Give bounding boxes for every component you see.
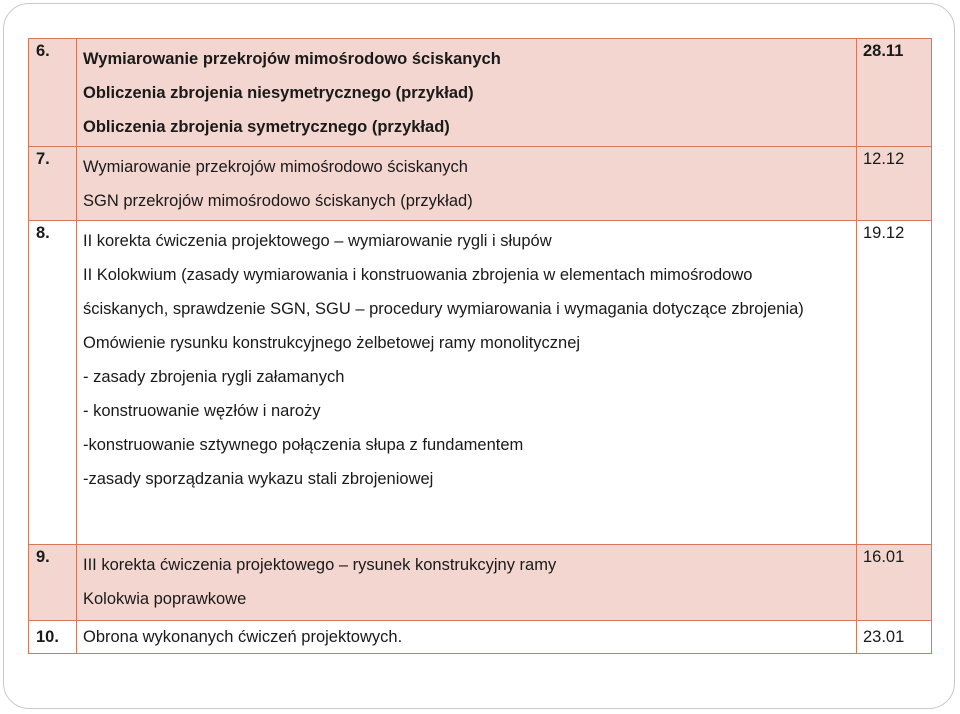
row-number [29,621,77,654]
row-date: 28.11 [857,39,932,147]
row-line: II Kolokwium (zasady wymiarowania i konstruowania zbrojenia w elementach mimośrodowo [83,266,753,284]
row-line: III korekta ćwiczenia projektowego – rysunek konstrukcyjny ramy [83,556,557,574]
row-description [77,39,857,147]
row-line: -konstruowanie sztywnego połączenia słupa z fundamentem [83,436,524,454]
row-line: Wymiarowanie przekrojów mimośrodowo ściskanych [83,50,501,68]
row-number-text: 10. [36,628,59,646]
row-description [77,621,857,654]
row-number: 6. [29,39,77,147]
row-line: Obliczenia zbrojenia niesymetrycznego (przykład) [83,84,474,102]
row-line: Wymiarowanie przekrojów mimośrodowo ściskanych [83,158,468,176]
row-line: Kolokwia poprawkowe [83,590,247,608]
row-date-text: 23.01 [863,628,905,646]
row-date: 12.12 [857,147,932,221]
row-description [77,545,857,621]
table-row [29,221,932,545]
row-line: - zasady zbrojenia rygli załamanych [83,368,345,386]
table-row [29,545,932,621]
row-line: Obrona wykonanych ćwiczeń projektowych. [83,628,403,646]
table-row [29,147,932,221]
row-description [77,147,857,221]
schedule-table [28,38,932,654]
table-row [29,39,932,147]
row-description [77,221,857,545]
row-line: Omówienie rysunku konstrukcyjnego żelbetowej ramy monolitycznej [83,334,581,352]
row-line: SGN przekrojów mimośrodowo ściskanych (przykład) [83,192,473,210]
row-line: II korekta ćwiczenia projektowego – wymiarowanie rygli i słupów [83,232,552,250]
table-row [29,621,932,654]
row-number: 8. [29,221,77,545]
row-line: - konstruowanie węzłów i naroży [83,402,321,420]
row-line: -zasady sporządzania wykazu stali zbrojeniowej [83,470,434,488]
row-line: Obliczenia zbrojenia symetrycznego (przykład) [83,118,450,136]
row-line: ściskanych, sprawdzenie SGN, SGU – procedury wymiarowania i wymagania dotyczące zbrojenia) [83,300,804,318]
row-date: 19.12 [857,221,932,545]
row-number: 9. [29,545,77,621]
row-date [857,621,932,654]
row-date: 16.01 [857,545,932,621]
row-number: 7. [29,147,77,221]
